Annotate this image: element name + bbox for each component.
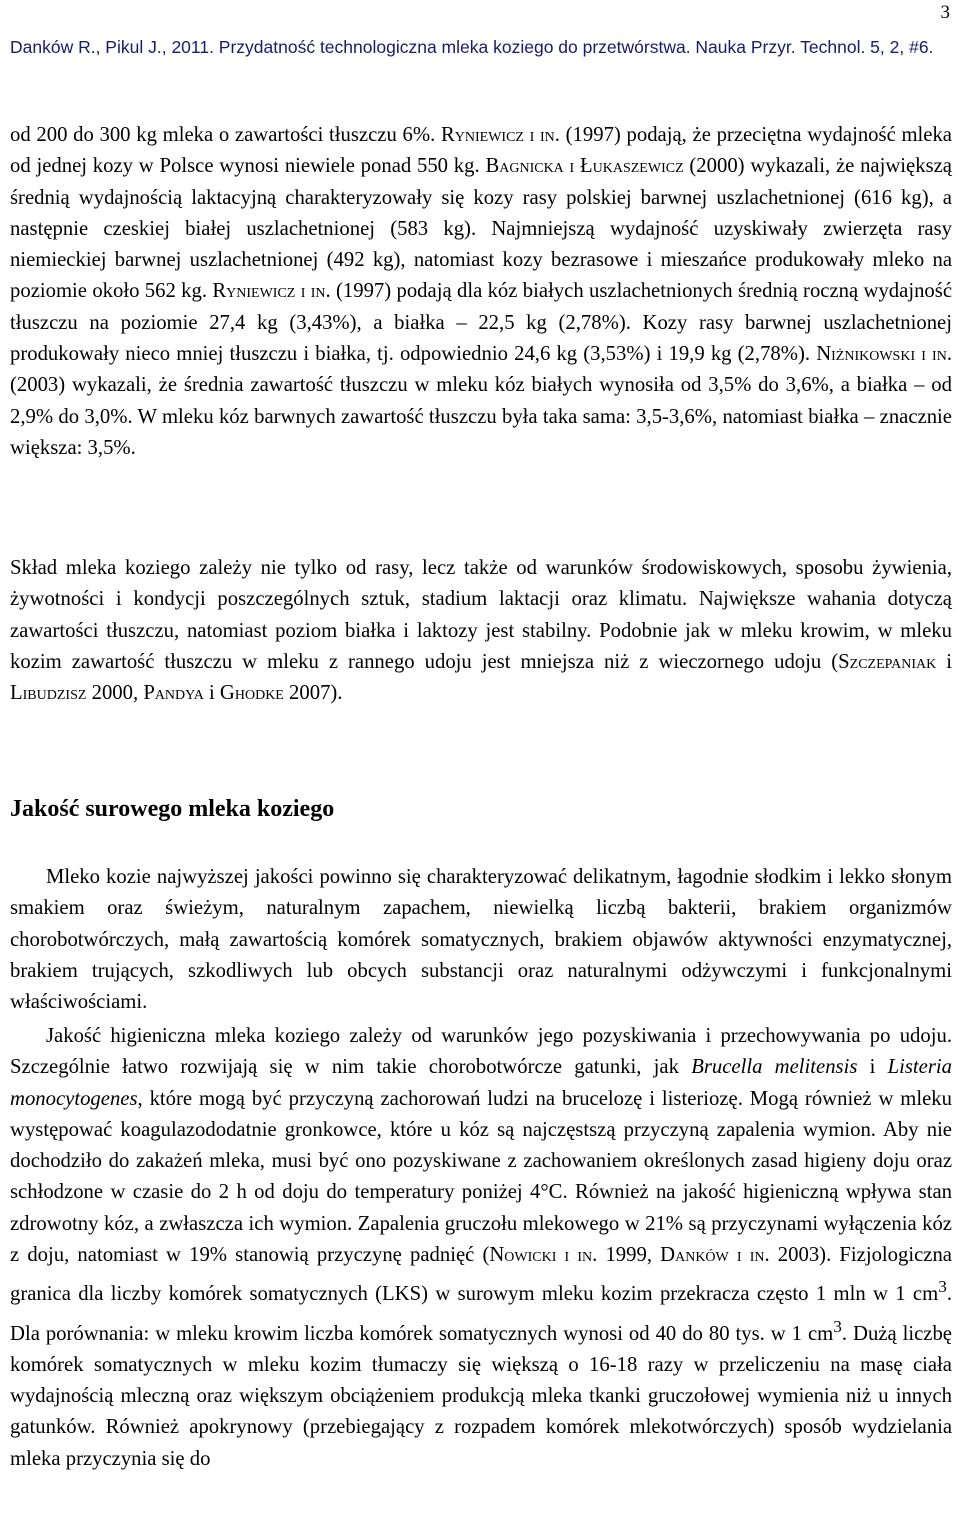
author-reference: Niżnikowski i in. — [816, 343, 952, 366]
superscript: 3 — [938, 1277, 947, 1297]
paragraph-milk-quality: Mleko kozie najwyższej jakości powinno się charakteryzować delikatnym, łagodnie słodkim i lekko słonym smakiem oraz świeżym, naturalnym zapachem, niewielką liczbą bakterii, brakiem organizmów chorobotwórczych, małą zawartością komórek somatycznych, brakiem objawów aktywności enzymatycznej, brakiem trujących, szkodliwych lub obcych substancji oraz naturalnymi odżywczymi i funkcjonalnymi właściwościami. — [10, 866, 952, 1014]
author-reference: Nowicki i in. — [489, 1244, 598, 1267]
author-reference: Ryniewicz i in. — [440, 124, 560, 146]
citation-header: Danków R., Pikul J., 2011. Przydatność technologiczna mleka koziego do przetwórstwa. Nauka Przyr. Technol. 5, 2, #6. — [10, 37, 934, 57]
author-reference: Ryniewicz i in. — [212, 280, 331, 303]
author-reference: Ghodke — [219, 682, 284, 705]
superscript: 3 — [833, 1316, 842, 1336]
author-reference: Bagnicka i Łukaszewicz — [485, 155, 684, 178]
paragraph-hygienic-quality: Jakość higieniczna mleka koziego zależy od warunków jego pozyskiwania i przechowywania po udoju. Szczególnie łatwo rozwijają się w nim takie chorobotwórcze gatunki, jak Brucella melitensis i Listeria monocytogenes, które mogą być przyczyną zachorowań ludzi na brucelozę i listeriozę. Mogą również w mleku występować koagulazododatnie gronkowce, które u kóz są najczęstszą przyczyną zapalenia wymion. Aby nie dochodziło do zakażeń mleka, musi być ono pozyskiwane z zachowaniem określonych zasad higieny doju oraz schłodzone w czasie do 2 h od doju do temperatury poniżej 4°C. Również na jakość higieniczną wpływa stan zdrowotny kóz, a zwłaszcza ich wymion. Zapalenia gruczołu mlekowego w 21% są przyczynami wyłączenia kóz z doju, natomiast w 19% stanowią przyczynę padnięć (Nowicki i in. 1999, Danków i in. 2003). Fizjologiczna granica dla liczby komórek somatycznych (LKS) w surowym mleku kozim przekracza często 1 mln w 1 $cm^3$. Dla porównania: w mleku krowim liczba komórek somatycznych wynosi od 40 do 80 tys. w 1 $cm^3$. Dużą liczbę komórek somatycznych w mleku kozim tłumaczy się większą o 16-18 razy w przeliczeniu na masę ciała wydajnością mleczną oraz większym obciążeniem produkcją mleka tkanki gruczołowej wymienia niż u innych gatunków. Również apokrynowy (przebiegający z rozpadem komórek mlekotwórczych) sposób wydzielania mleka przyczynia się do — [10, 1025, 952, 1470]
species-name: Listeria monocytogenes — [10, 1056, 952, 1110]
paragraph-milk-composition: Skład mleka koziego zależy nie tylko od rasy, lecz także od warunków środowiskowych, sposobu żywienia, żywotności i kondycji poszczególnych sztuk, stadium laktacji oraz klimatu. Największe wahania dotyczą zawartości tłuszczu, natomiast poziom białka i laktozy jest stabilny. Podobnie jak w mleku krowim, w mleku kozim zawartość tłuszczu w mleku z rannego udoju jest mniejsza niż z wieczornego udoju (Szczepaniak i Libudzisz 2000, Pandya i Ghodke 2007). — [10, 557, 952, 705]
section-heading: Jakość surowego mleka koziego — [10, 796, 335, 822]
author-reference: Libudzisz — [10, 682, 87, 705]
paragraph-milk-yield: od 200 do 300 kg mleka o zawartości tłuszczu 6%. Ryniewicz i in. (1997) podają, że przeciętna wydajność mleka od jednej kozy w Polsce wynosi niewiele ponad 550 kg. Bagnicka i Łukaszewicz (2000) wykazali, że największą średnią wydajnością laktacyjną charakteryzowały się kozy rasy polskiej barwnej uszlachetnionej (616 kg), a następnie czeskiej białej uszlachetnionej (583 kg). Najmniejszą wydajność uzyskiwały zwierzęta rasy niemieckiej barwnej uszlachetnionej (492 kg), natomiast kozy bezrasowe i mieszańce produkowały mleko na poziomie około 562 kg. Ryniewicz i in. (1997) podają dla kóz białych uszlachetnionych średnią roczną wydajność tłuszczu na poziomie 27,4 kg (3,43%), a białka – 22,5 kg (2,78%). Kozy rasy barwnej uszlachetnionej produkowały nieco mniej tłuszczu i białka, tj. odpowiednio 24,6 kg (3,53%) i 19,9 kg (2,78%). Niżnikowski i in. (2003) wykazali, że średnia zawartość tłuszczu w mleku kóz białych wynosiła od 3,5% do 3,6%, a białka – od 2,9% do 3,0%. W mleku kóz barwnych zawartość tłuszczu była taka sama: 3,5-3,6%, natomiast białka – znacznie większa: 3,5%. — [10, 124, 953, 459]
author-reference: Danków i in. — [660, 1244, 770, 1267]
author-reference: Pandya — [143, 682, 204, 705]
page-number: 3 — [940, 2, 950, 23]
species-name: Brucella melitensis — [691, 1056, 858, 1079]
author-reference: Szczepaniak — [838, 650, 937, 673]
